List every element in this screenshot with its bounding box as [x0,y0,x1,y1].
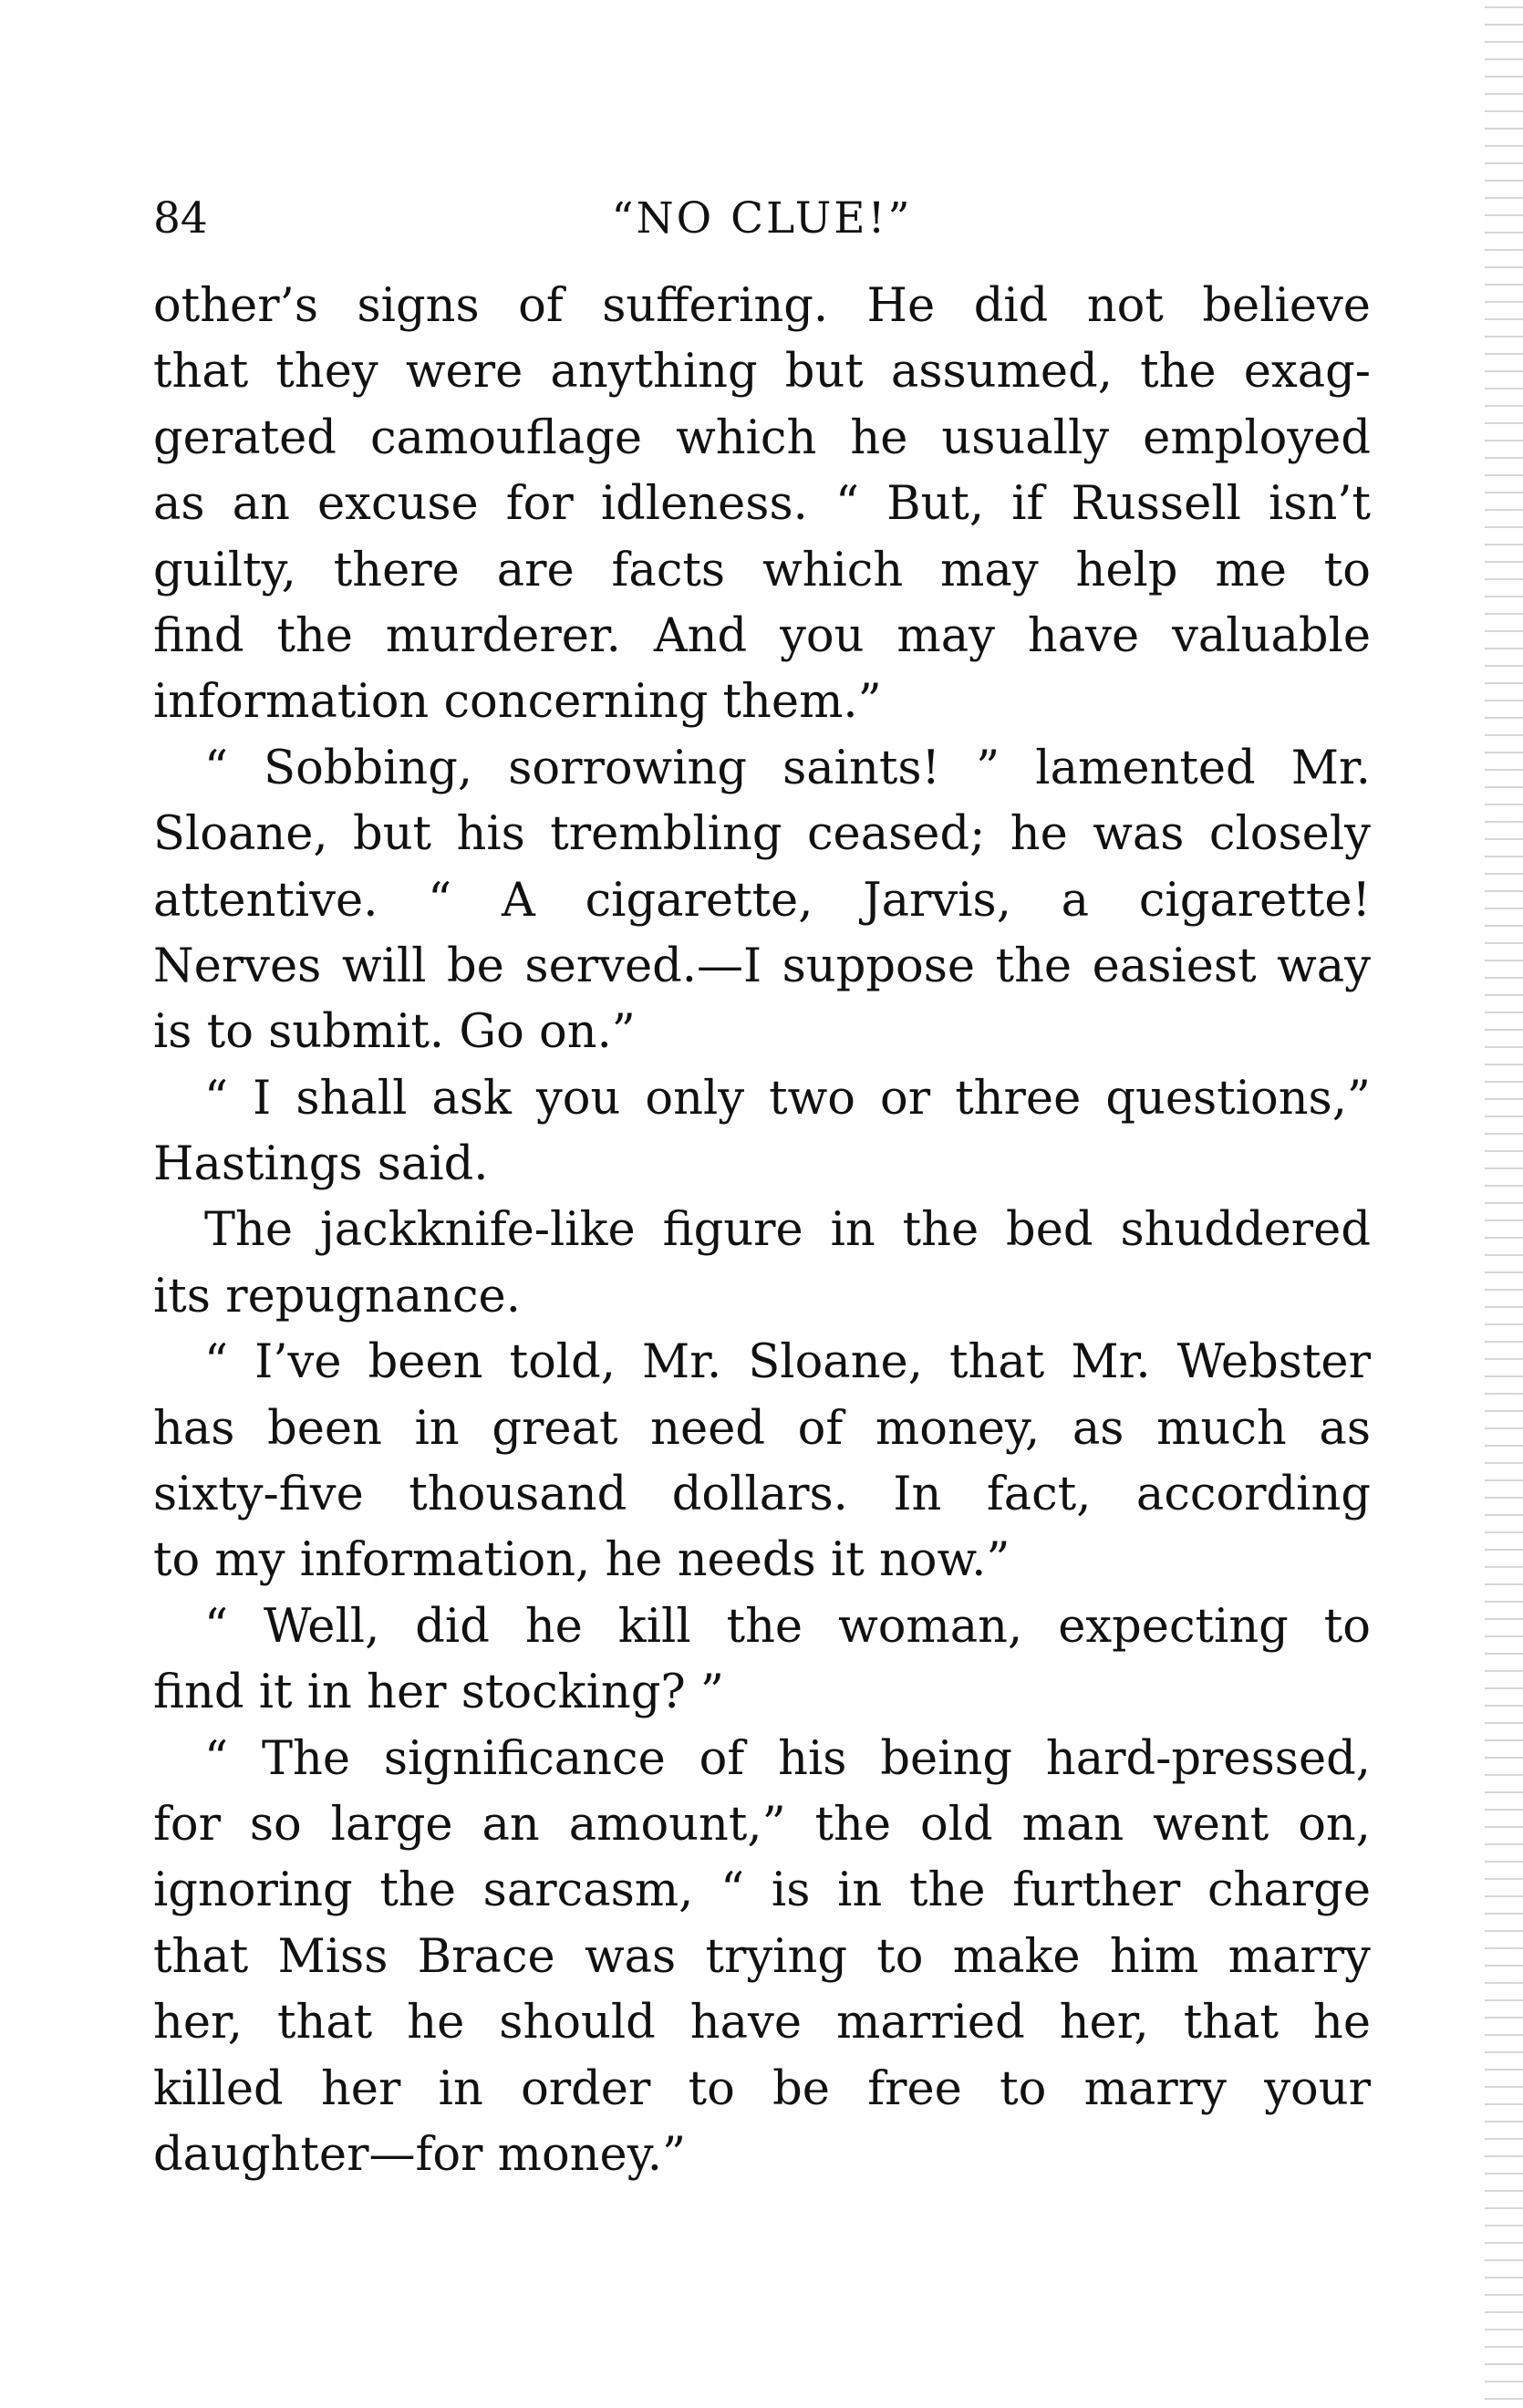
text-line: guilty, there are facts which may help me to [153,543,1371,597]
page-edge-texture [1485,0,1523,2408]
page-number: 84 [153,193,208,244]
text-line: “ I’ve been told, Mr. Sloane, that Mr. Webster [204,1335,1371,1390]
text-line: find it in her stocking? ” [153,1666,724,1720]
text-line: killed her in order to be free to marry your [153,2061,1371,2116]
text-line: for so large an amount,” the old man went on, [153,1797,1371,1852]
running-title: “NO CLUE!” [611,193,913,244]
text-line: Nerves will be served.—I suppose the easiest way [153,939,1371,993]
text-line: to my information, he needs it now.” [153,1533,1010,1588]
text-line: its repugnance. [153,1269,521,1323]
text-line: as an excuse for idleness. “ But, if Russell isn’t [153,477,1371,532]
text-line: attentive. “ A cigarette, Jarvis, a cigarette! [153,873,1371,928]
body-text [153,274,1371,2188]
text-line: ignoring the sarcasm, “ is in the further charge [153,1863,1371,1918]
text-line: that Miss Brace was trying to make him marry [153,1929,1371,1984]
text-line: sixty-five thousand dollars. In fact, according [153,1468,1371,1522]
text-line: “ Sobbing, sorrowing saints! ” lamented Mr. [204,741,1371,795]
text-line: The jackknife-like figure in the bed shuddered [204,1203,1371,1258]
text-line: is to submit. Go on.” [153,1005,636,1060]
text-line: other’s signs of suffering. He did not believe [153,279,1371,333]
text-line: has been in great need of money, as much as [153,1401,1371,1456]
text-line: Sloane, but his trembling ceased; he was closely [153,807,1371,862]
page-header [153,187,1371,251]
text-line: information concerning them.” [153,675,882,730]
text-line: Hastings said. [153,1137,489,1192]
text-line: daughter—for money.” [153,2127,687,2182]
text-line: gerated camouflage which he usually employed [153,410,1371,465]
text-line: that they were anything but assumed, the exag- [153,345,1371,400]
text-line: “ The significance of his being hard-pressed, [204,1731,1371,1786]
text-line: “ I shall ask you only two or three questions,” [204,1071,1371,1126]
text-line: “ Well, did he kill the woman, expecting to [204,1599,1371,1654]
text-line: find the murderer. And you may have valuable [153,608,1371,663]
text-line: her, that he should have married her, that he [153,1996,1371,2050]
